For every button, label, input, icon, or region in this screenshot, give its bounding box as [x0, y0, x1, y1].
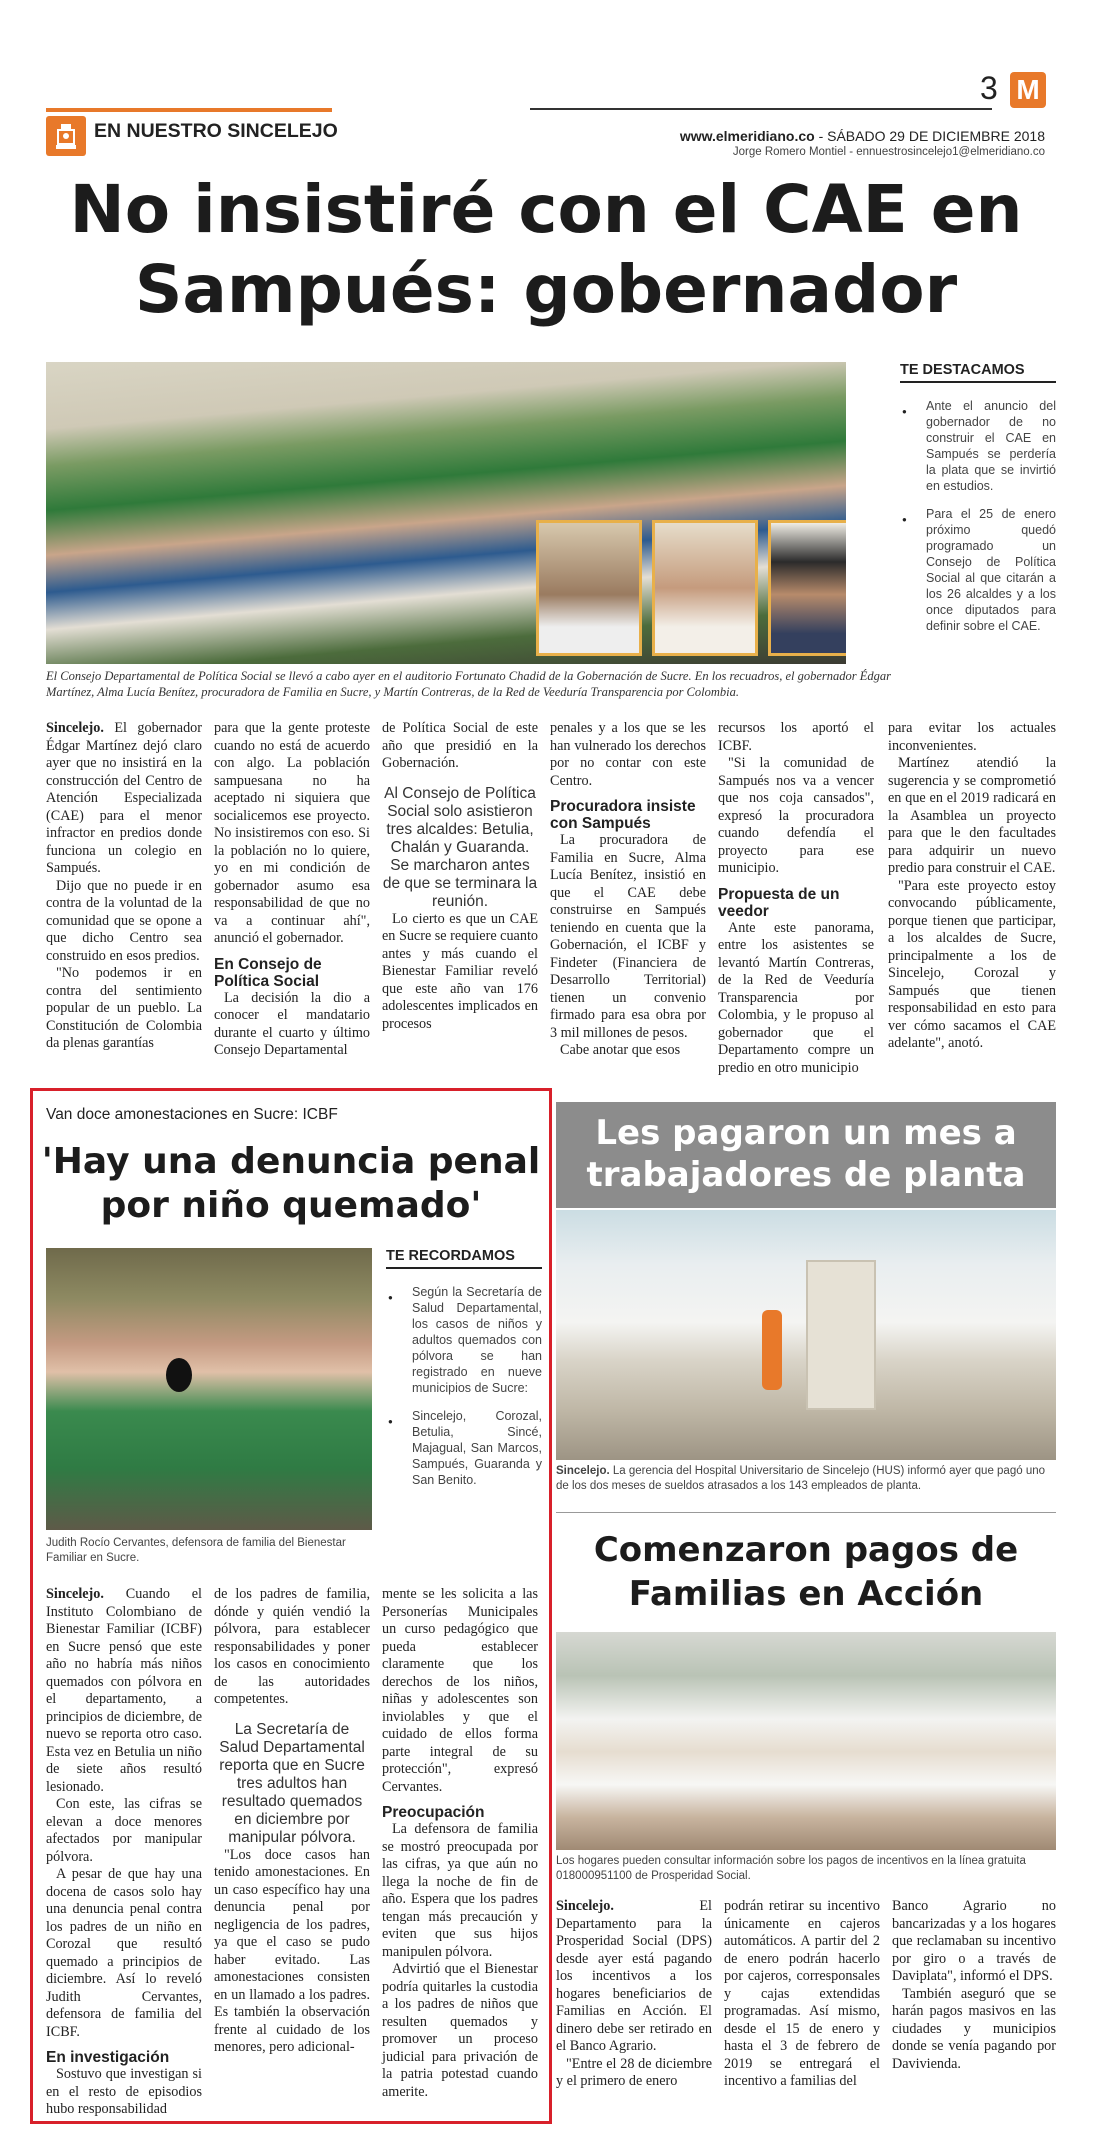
- paragraph: Cabe anotar que esos: [560, 1042, 681, 1058]
- story4-headline: Comenzaron pagos de Familias en Acción: [593, 1530, 1019, 1614]
- story4-column-1: [556, 1898, 712, 2091]
- story2-kicker: Van doce amonestaciones en Sucre: ICBF: [46, 1106, 338, 1123]
- main-column-1: [46, 720, 202, 1053]
- paragraph: "No podemos ir en contra del sentimiento popular de un pueblo. La Constitución de Colombia da plenas garantías: [46, 965, 202, 1051]
- sidebar-item: ● Según la Secretaría de Salud Departamental, los casos de niños y adultos quemados con pólvora se han registrado en nueve municipios de Sucre:: [386, 1284, 542, 1396]
- paragraph: para evitar los actuales inconvenientes.: [888, 720, 1056, 754]
- paragraph: La procuradora de Familia en Sucre, Alma Lucía Benítez, insistió en que el CAE debe construirse en Sampués teniendo en cuenta que la Gobernación, el ICBF y Findeter (Financiera de Desarrollo Territorial) tienen un convenio firmado para esa obra por 3 mil millones de pesos.: [550, 832, 706, 1041]
- story3-photo: [556, 1210, 1056, 1460]
- paragraph: de Política Social de este año que presidió en la Gobernación.: [382, 720, 538, 771]
- paragraph: Con este, las cifras se elevan a doce menores afectados por manipular pólvora.: [46, 1796, 202, 1865]
- main-column-6: [888, 720, 1056, 1053]
- main-column-5: [718, 720, 874, 1077]
- paragraph: podrán retirar su incentivo únicamente en cajeros automáticos. A partir del 2 de enero podrán hacerlo por cajeros, corresponsales y cajas extendidas programadas. Así mismo, desde el 15 de enero y hasta el 3 de febrero de 2019 se entregará el incentivo a familias del: [724, 1898, 880, 2089]
- paragraph: Ante este panorama, entre los asistentes se levantó Martín Contreras, de la Red de Veeduría Transparencia por Colombia, y le propuso al gobernador que el Departamento compre un predio en otro municipio: [718, 919, 874, 1076]
- sidebar-item: ● Para el 25 de enero próximo quedó programado un Consejo de Política Social al que citarán a los 26 alcaldes y a los once diputados para definir sobre el CAE.: [900, 506, 1056, 634]
- subhead: Preocupación: [382, 1804, 485, 1821]
- paragraph: Banco Agrario no bancarizadas y a los hogares que reclamaban su incentivo por giro o a través de Daviplata", informó el DPS.: [892, 1898, 1056, 1984]
- pull-quote: Al Consejo de Política Social solo asistieron tres alcaldes: Betulia, Chalán y Guaranda. Se marcharon antes de que se terminara la reunión.: [382, 784, 538, 910]
- story2-headline: 'Hay una denuncia penal por niño quemado': [41, 1141, 541, 1226]
- paragraph: También aseguró que se harán pagos masivos en las ciudades y municipios donde se venía pagando por Davivienda.: [892, 1985, 1056, 2072]
- sidebar-item: ● Sincelejo, Corozal, Betulia, Sincé, Majagual, San Marcos, Sampués, Guaranda y San Benito.: [386, 1408, 542, 1488]
- paragraph: Cuando el Instituto Colombiano de Bienestar Familiar (ICBF) en Sucre pensó que este año no habría más niños quemados con pólvora en el departamento, a principios de diciembre, de nuevo se reporta otro caso. Esta vez en Betulia un niño de siete años resultó lesionado.: [46, 1586, 202, 1795]
- story4-column-2: [724, 1898, 880, 2091]
- paragraph: El gobernador Édgar Martínez dejó claro ayer que no insistirá en la construcción del Centro de Atención Especializada (CAE) para el menor infractor en predios donde funciona un colegio en Sampués.: [46, 720, 202, 876]
- story2-column-1: [46, 1586, 202, 2119]
- main-column-4: [550, 720, 706, 1060]
- paragraph: recursos los aportó el ICBF.: [718, 720, 874, 754]
- sidebar-title-te-recordamos: TE RECORDAMOS: [386, 1248, 542, 1269]
- inset-photo-procuradora: [652, 520, 758, 656]
- paragraph: Martínez atendió la sugerencia y se comprometió en que en el 2019 radicará en la Asamblea un proyecto para que le den facultades para adquirir un nuevo predio para construir el CAE.: [888, 755, 1056, 876]
- paragraph: "Si la comunidad de Sampués nos va a vencer que nos coja cansados", expresó la procuradora cuando defendía el proyecto para ese municipio.: [718, 755, 874, 876]
- story4-column-3: [892, 1898, 1056, 2073]
- sidebar-title-te-destacamos: TE DESTACAMOS: [900, 362, 1056, 383]
- paragraph: Lo cierto es que un CAE en Sucre se requiere cuanto antes y más cuando el Bienestar Familiar reveló que este año van 176 adolescentes implicados en procesos: [382, 910, 538, 1032]
- story3-divider: [556, 1512, 1056, 1513]
- story2-photo: [46, 1248, 372, 1530]
- paragraph: para que la gente proteste cuando no está de acuerdo con algo. La población sampuesana no ha aceptado ni siquiera que socialicemos ese proyecto. No insistiremos con eso. Si la población no lo quiere, yo en mi condición de gobernador asumo esa responsabilidad de que no va a continuar ahí", anunció el gobernador.: [214, 720, 370, 946]
- section-icon: [46, 116, 86, 156]
- paragraph: "Los doce casos han tenido amonestaciones. En un caso específico hay una denuncia penal por negligencia de los padres, ya que el caso se pudo haber evitado. Las amonestaciones consisten en un llamado a los padres. Es también la observación frente al cuidado de los menores, pero adicional-: [214, 1846, 370, 2055]
- pull-quote: La Secretaría de Salud Departamental reporta que en Sucre tres adultos han resultado quemados en diciembre por manipular pólvora.: [219, 1720, 365, 1846]
- inset-photo-veedor: [768, 520, 846, 656]
- dateline-lead: Sincelejo.: [46, 720, 104, 736]
- story3-headline: Les pagaron un mes a trabajadores de planta: [586, 1113, 1026, 1195]
- main-photo-caption: El Consejo Departamental de Política Social se llevó a cabo ayer en el auditorio Fortunato Chadid de la Gobernación de Sucre. En los recuadros, el gobernador Édgar Martínez, Alma Lucía Benítez, procuradora de Familia en Sucre, y Martín Contreras, de la Red de Veeduría Transparencia por Colombia.: [46, 669, 892, 699]
- main-column-2: [214, 720, 370, 1060]
- paragraph: El Departamento para la Prosperidad Social (DPS) desde ayer está pagando los incentivos a los hogares beneficiarios de Familias en Acción. El dinero debe ser retirado en el Banco Agrario.: [556, 1898, 712, 2054]
- microphone: [166, 1358, 192, 1392]
- section-title: EN NUESTRO SINCELEJO: [94, 120, 338, 142]
- inset-photo-governor: [536, 520, 642, 656]
- paragraph: La decisión la dio a conocer el mandatario durante el cuarto y último Consejo Departamental: [214, 989, 370, 1058]
- subhead: Propuesta de un veedor: [718, 885, 840, 920]
- site-link[interactable]: www.elmeridiano.co: [679, 128, 815, 144]
- paragraph: A pesar de que hay una docena de casos solo hay una denuncia penal contra los padres de un niño en Corozal que resultó quemado a principios de diciembre. Así lo reveló Judith Cervantes, defensora de familia del ICBF.: [46, 1866, 202, 2040]
- main-photo: [46, 362, 846, 664]
- story2-photo-caption: Judith Rocío Cervantes, defensora de familia del Bienestar Familiar en Sucre.: [46, 1537, 346, 1564]
- caption-text: La gerencia del Hospital Universitario de Sincelejo (HUS) informó ayer que pagó uno de los dos meses de sueldos atrasados a los 143 empleados de planta.: [556, 1465, 1046, 1492]
- paragraph: La defensora de familia se mostró preocupada por las cifras, ya que aún no llega la noche de fin de año. Espera que los padres tengan más precaución y eviten que sus hijos manipulen pólvora.: [382, 1821, 538, 1960]
- paragraph: "Entre el 28 de diciembre y el primero de enero: [556, 2055, 712, 2089]
- section-top-rule: [46, 108, 332, 112]
- newspaper-logo: [1010, 72, 1046, 108]
- story2-column-2: [214, 1586, 370, 2057]
- dateline-lead: Sincelejo.: [556, 1465, 610, 1477]
- subhead: En Consejo de Política Social: [214, 955, 322, 990]
- doorway: [806, 1260, 876, 1410]
- monument-icon: [46, 116, 86, 156]
- paragraph: de los padres de familia, dónde y quién vendió la pólvora, para establecer responsabilidades y poner los casos en conocimiento de las autoridades competentes.: [214, 1586, 370, 1707]
- paragraph: Dijo que no puede ir en contra de la voluntad de la comunidad que se opone a que dicho Centro sea construido en esos predios.: [46, 877, 202, 964]
- sidebar-list-destacamos: [900, 398, 1056, 646]
- sidebar-list-recordamos: [386, 1284, 542, 1500]
- page-number: 3: [980, 70, 998, 106]
- paragraph: penales y a los que se les han vulnerado los derechos por no contar con este Centro.: [550, 720, 706, 789]
- story4-photo: [556, 1632, 1056, 1850]
- story3-caption: [556, 1464, 1056, 1494]
- main-headline: No insistiré con el CAE en Sampués: gobernador: [69, 171, 1023, 328]
- byline: Jorge Romero Montiel - ennuestrosincelejo1@elmeridiano.co: [732, 146, 1045, 158]
- sidebar-item: ● Ante el anuncio del gobernador de no construir el CAE en Sampués se perdería la plata que se invirtió en estudios.: [900, 398, 1056, 494]
- date: - SÁBADO 29 DE DICIEMBRE 2018: [814, 128, 1045, 144]
- dateline: [680, 128, 1045, 144]
- subhead: Procuradora insiste con Sampués: [550, 798, 696, 832]
- main-column-3: [382, 720, 538, 1033]
- logo-letter: M: [1016, 74, 1040, 105]
- dateline-lead: Sincelejo.: [556, 1898, 614, 1914]
- dateline-lead: Sincelejo.: [46, 1586, 104, 1602]
- story4-photo-caption: Los hogares pueden consultar información sobre los pagos de incentivos en la línea gratuita 018000951100 de Prosperidad Social.: [556, 1855, 1026, 1882]
- masthead-rule: [530, 108, 992, 110]
- paragraph: Sostuvo que investigan si en el resto de episodios hubo responsabilidad: [46, 2066, 202, 2117]
- person-orange: [762, 1310, 782, 1390]
- story2-column-3: [382, 1586, 538, 2101]
- subhead: En investigación: [46, 2049, 170, 2066]
- paragraph: Advirtió que el Bienestar podría quitarles la custodia a los padres de niños que resulten quemados y promover un proceso judicial para privación de la patria potestad cuando amerite.: [382, 1961, 538, 2100]
- paragraph: "Para este proyecto estoy convocando públicamente, porque tienen que participar, a los alcaldes de Sucre, principalmente a los de Sincelejo, Corozal y Sampués que tienen responsabilidad en esto para ver cómo sacamos el CAE adelante", anotó.: [888, 877, 1056, 1051]
- story3-headline-band: [556, 1102, 1056, 1208]
- paragraph: mente se les solicita a las Personerías Municipales un curso pedagógico que pueda establecer claramente que los derechos de los niños, niñas y adolescentes son inviolables y que el cuidado de ellos forma parte integral de su protección", expresó Cervantes.: [382, 1586, 538, 1795]
